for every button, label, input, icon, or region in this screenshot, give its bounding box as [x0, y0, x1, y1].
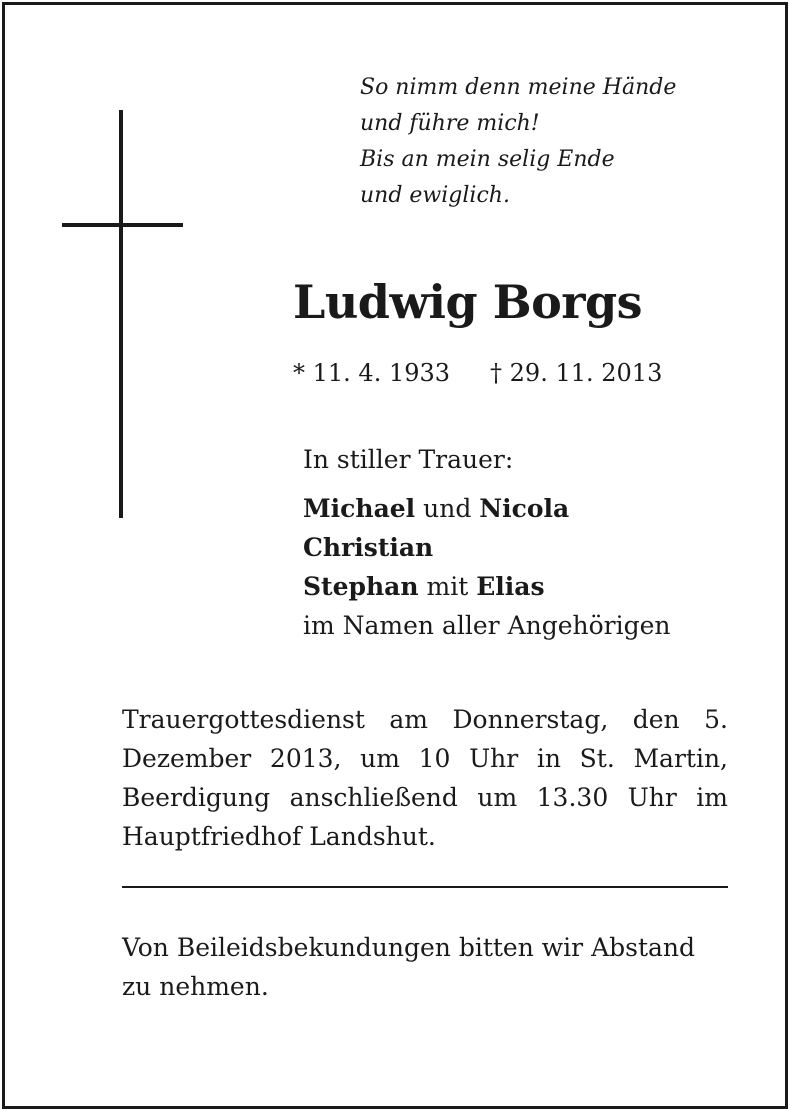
- mourner-row: [303, 489, 671, 528]
- condolence-note: Von Beileidsbekundungen bitten wir Abstand zu nehmen.: [122, 933, 696, 1001]
- mourner-name: Christian: [303, 533, 434, 562]
- divider: [122, 886, 728, 888]
- verse-line: Bis an mein selig Ende: [360, 147, 615, 172]
- mourners-intro: In stiller Trauer:: [303, 445, 514, 474]
- deceased-name: Ludwig Borgs: [293, 275, 643, 329]
- mourner-name: Michael: [303, 494, 416, 523]
- mourners-block: [303, 440, 671, 645]
- cross-horizontal-bar: [62, 223, 183, 227]
- verse-line: und führe mich!: [360, 111, 540, 136]
- mourner-row: [303, 528, 671, 567]
- mourner-name: Elias: [476, 572, 545, 601]
- mourners-closing: im Namen aller Angehörigen: [303, 611, 671, 640]
- life-dates: [293, 356, 662, 390]
- mourner-name: Stephan: [303, 572, 419, 601]
- mourner-conjunction: mit: [418, 572, 477, 601]
- death-date: † 29. 11. 2013: [490, 359, 663, 387]
- cross-vertical-bar: [119, 110, 123, 518]
- service-details: Trauergottesdienst am Donnerstag, den 5. Dezember 2013, um 10 Uhr in St. Martin, Beerdigung anschließend um 13.30 Uhr im Hauptfriedhof Landshut.: [122, 705, 728, 851]
- mourner-row: [303, 567, 671, 606]
- verse-line: So nimm denn meine Hände: [360, 75, 677, 100]
- verse: [360, 70, 676, 214]
- birth-date: * 11. 4. 1933: [293, 359, 451, 387]
- verse-line: und ewiglich.: [360, 183, 510, 208]
- mourner-conjunction: und: [415, 494, 480, 523]
- mourner-name: Nicola: [479, 494, 570, 523]
